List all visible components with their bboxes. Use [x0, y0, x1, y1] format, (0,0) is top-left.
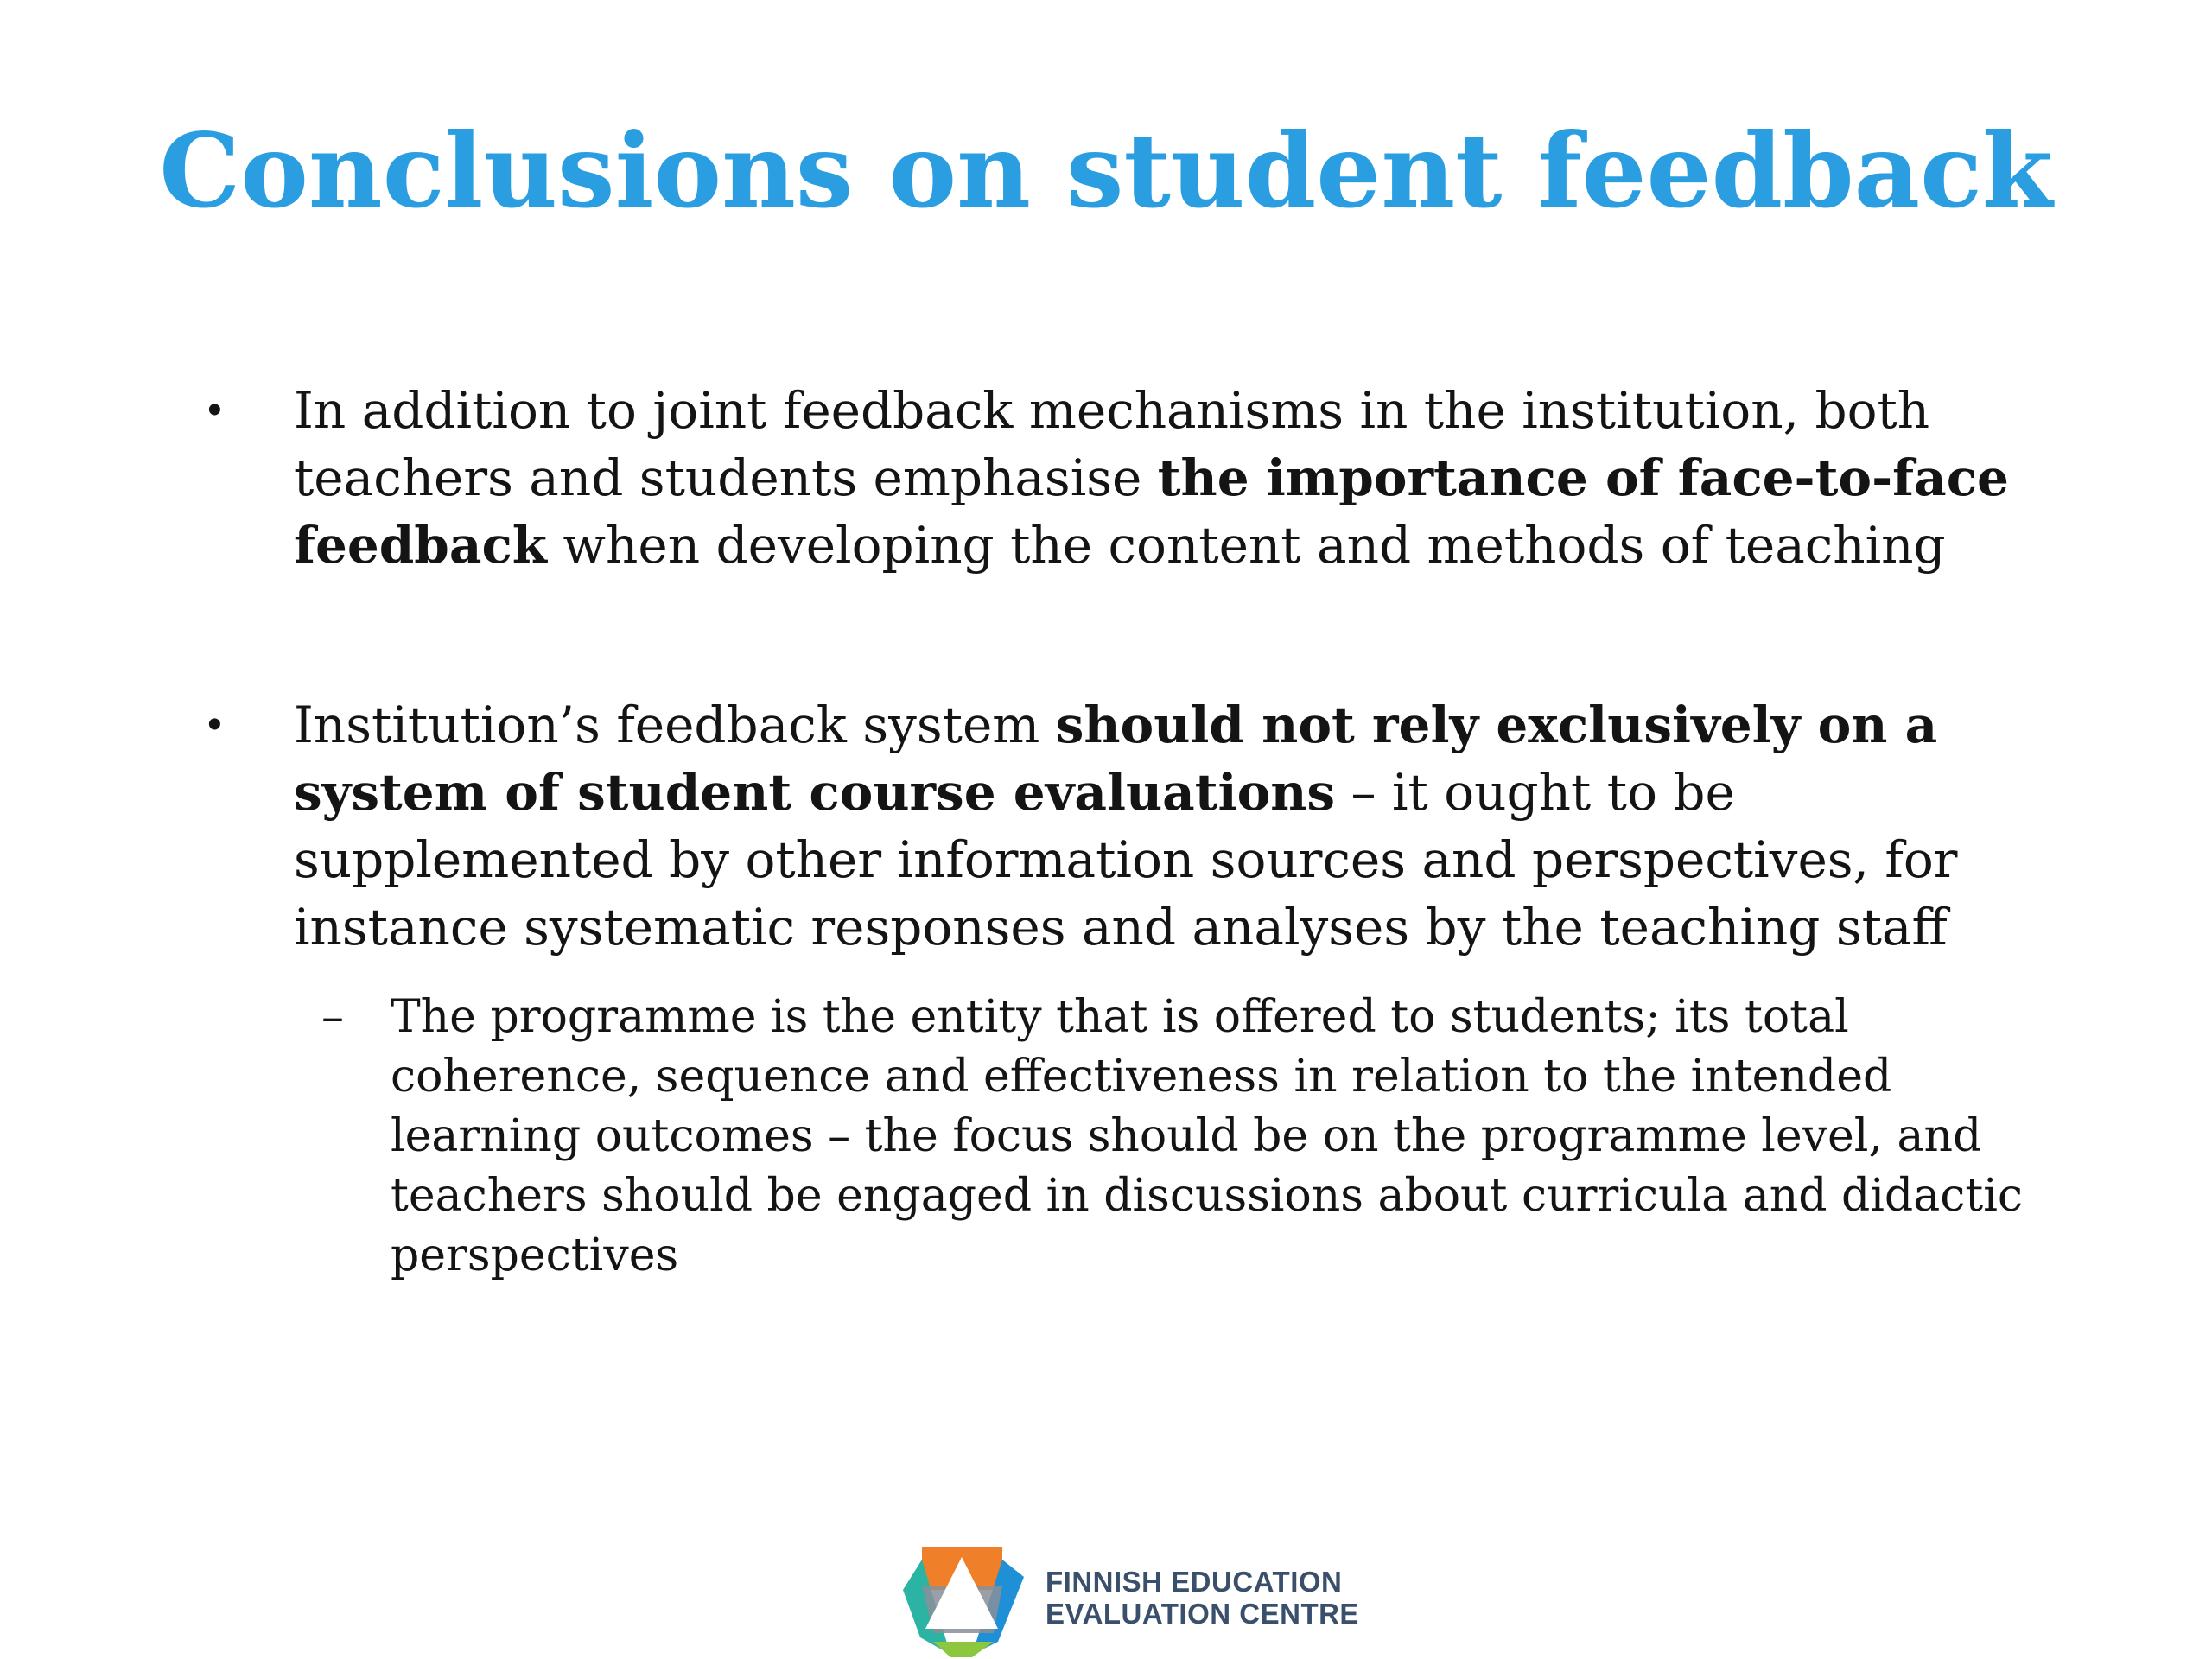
bullet-text-bold: should not rely exclusively on a system of student course evaluations — [294, 696, 1938, 822]
bullet-text — [294, 377, 2074, 579]
bullet-text-regular: In addition to joint feedback mechanisms in the institution, both teachers and students emphasise — [294, 381, 1930, 507]
logo-text — [1046, 1566, 1359, 1630]
bullet-text-regular: when developing the content and methods of teaching — [546, 516, 1946, 575]
bullet-marker: • — [207, 702, 222, 747]
slide-title: Conclusions on student feedback — [159, 111, 2053, 231]
sub-bullet-text: The programme is the entity that is offered to students; its total coherence, sequence and effectiveness in relation to the intended learning outcomes – the focus should be on the programme level, and teachers should be engaged in discussions about curricula and didactic perspectives — [391, 991, 2023, 1281]
logo-text-line-1: FINNISH EDUCATION — [1046, 1566, 1343, 1598]
bullet-text-bold: the importance of face-to-face feedback — [294, 448, 2009, 575]
bullet-text-regular: Institution’s feedback system — [294, 696, 1056, 754]
bullet-text — [294, 691, 2074, 961]
organization-logo — [903, 1547, 1359, 1659]
logo-text-line-2: EVALUATION CENTRE — [1046, 1598, 1359, 1630]
logo-mark-icon — [903, 1547, 1024, 1659]
bullet-marker: • — [207, 387, 222, 433]
bullet-text-regular: – it ought to be supplemented by other information sources and perspectives, for instance systematic responses and analyses by the teaching staff — [294, 763, 1958, 957]
sub-bullet-marker: – — [321, 991, 344, 1043]
